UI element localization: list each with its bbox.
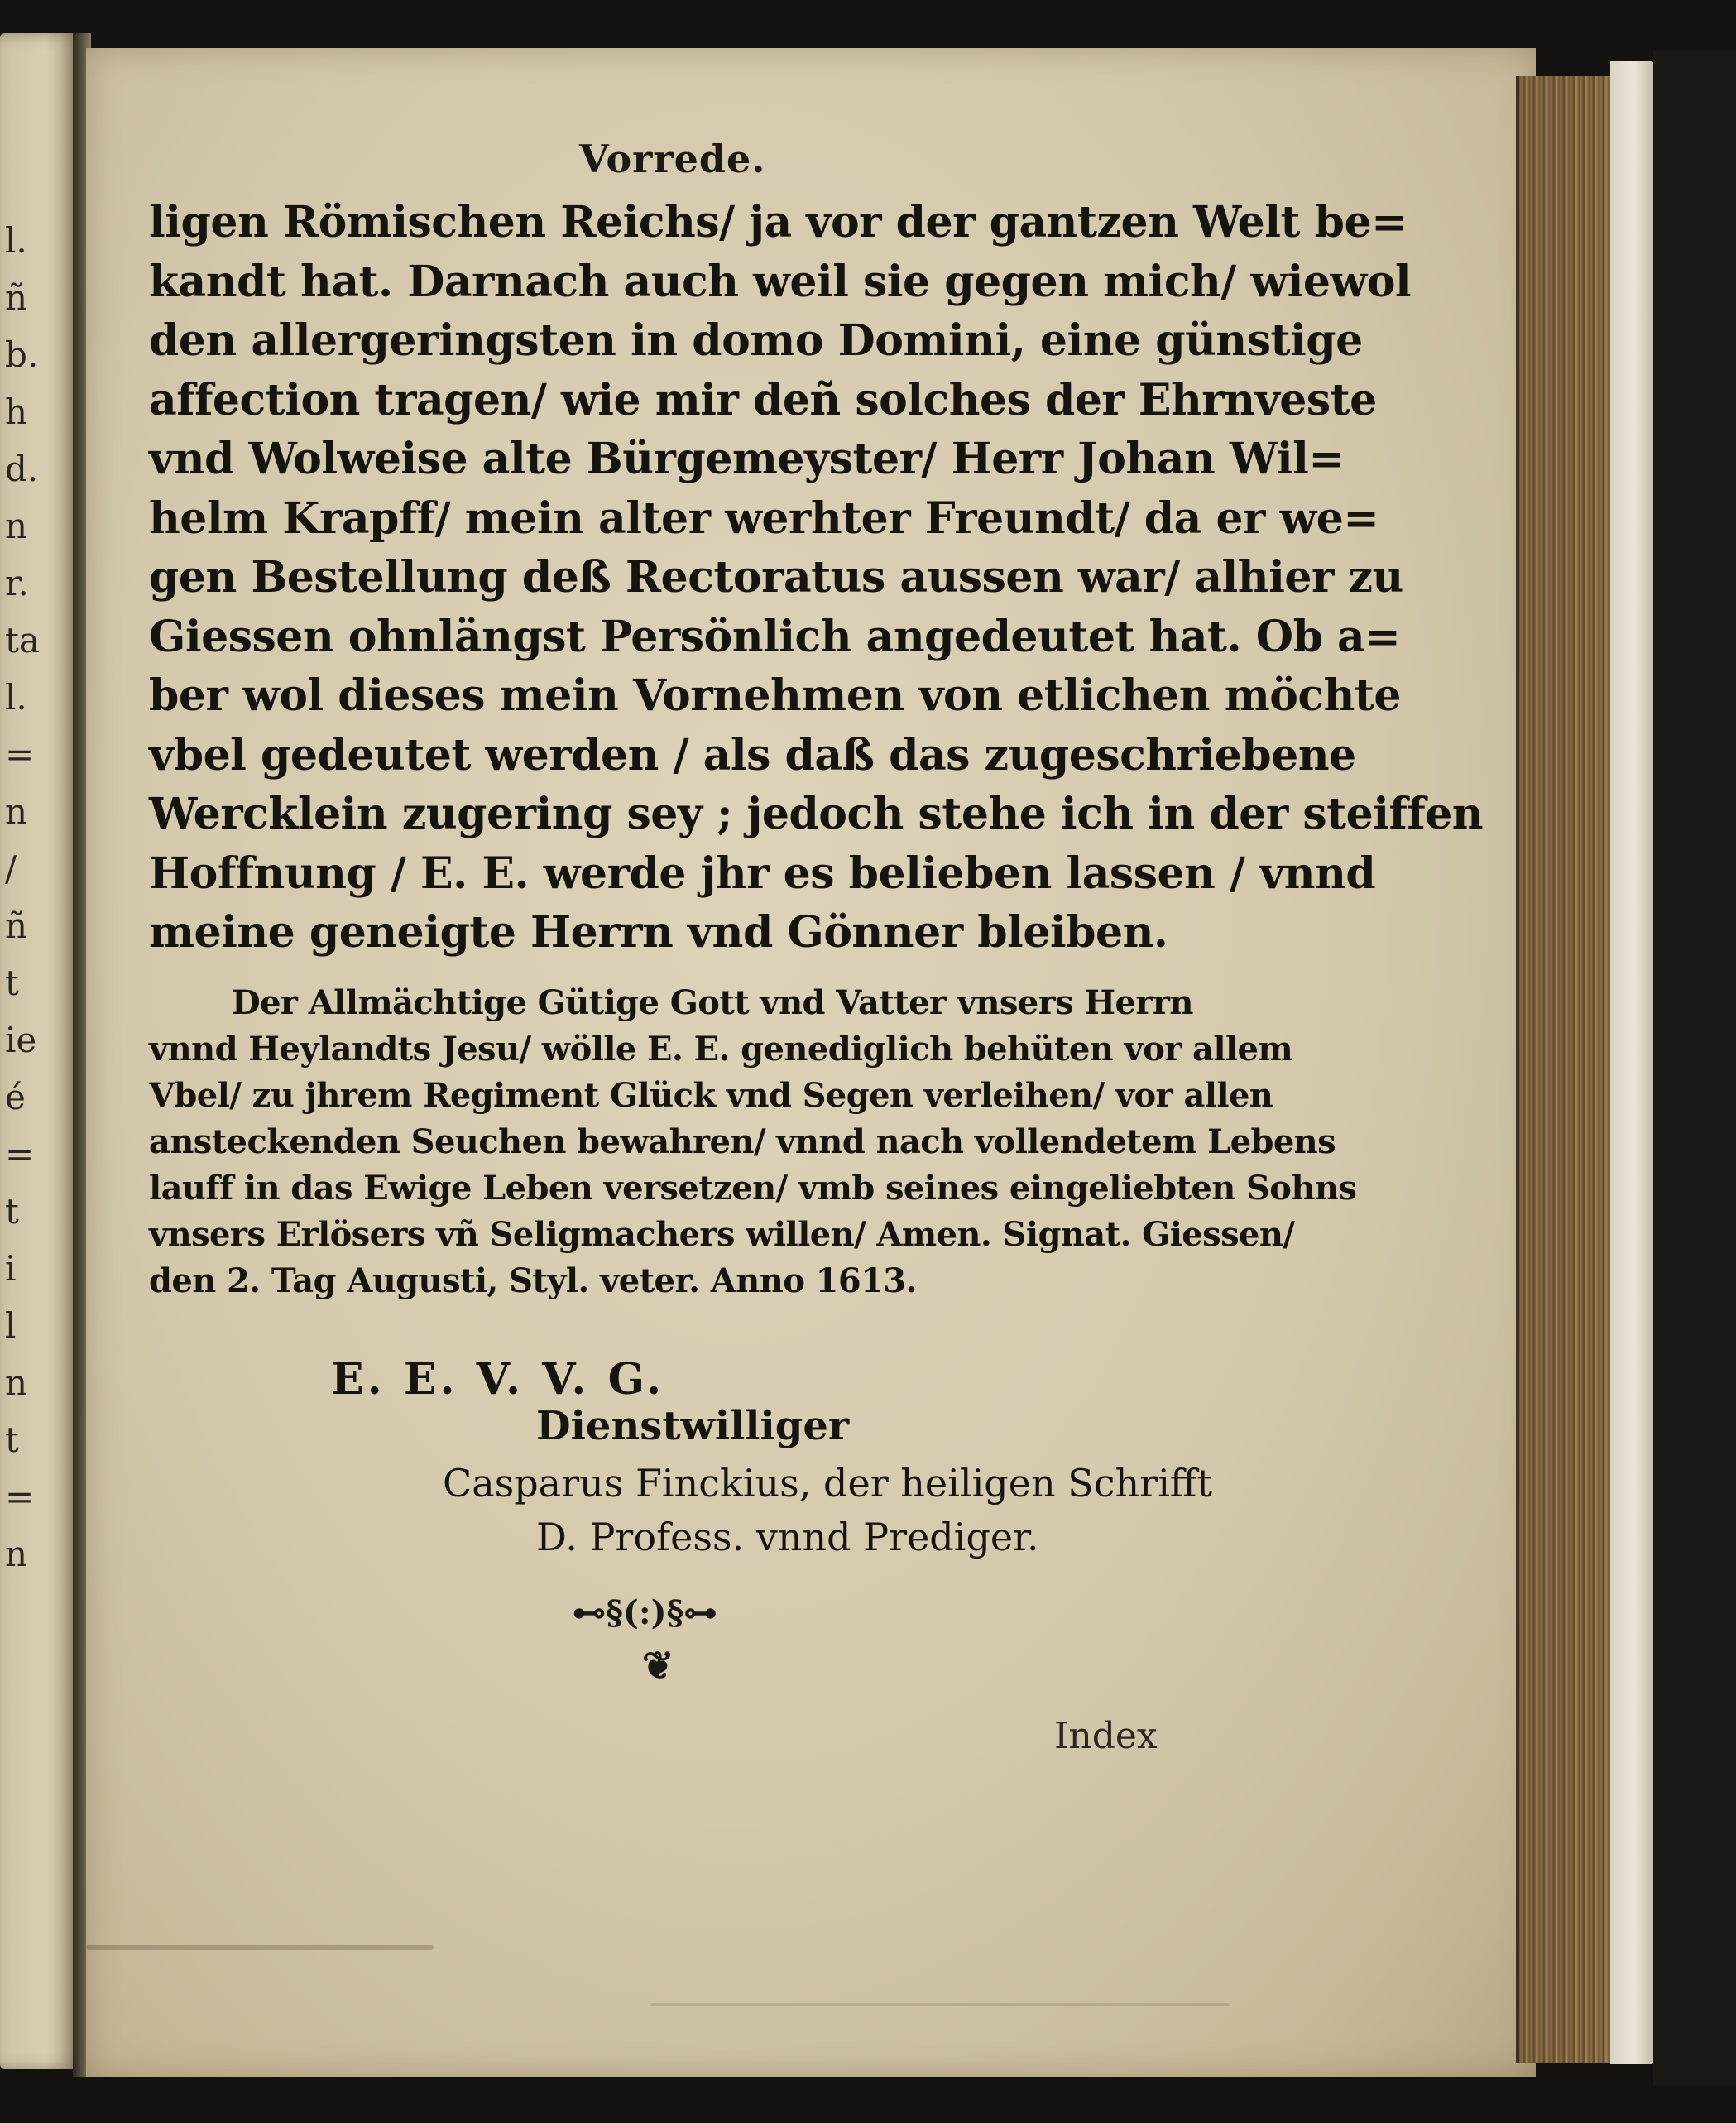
body-line: ber wol dieses mein Vornehmen von etlichen möchte [149, 670, 1401, 721]
body-line: meine geneigte Herrn vnd Gönner bleiben. [149, 907, 1168, 958]
body-line: kandt hat. Darnach auch weil sie gegen mich/ wiewol [149, 256, 1412, 307]
left-page-fragment: h [5, 391, 28, 432]
body-line: Giessen ohnlängst Persönlich angedeutet hat. Ob a= [149, 611, 1401, 662]
prayer-line: den 2. Tag Augusti, Styl. veter. Anno 1613. [149, 1261, 917, 1300]
body-line: vbel gedeutet werden / als daß das zugeschriebene [149, 729, 1356, 781]
left-page-fragment: = [5, 734, 35, 775]
book-fore-edge [1516, 76, 1617, 2063]
left-page-fragment: n [5, 1362, 28, 1403]
left-page-fragment: l. [5, 677, 27, 718]
left-page-fragment: = [5, 1477, 35, 1517]
prayer-line: vnsers Erlösers vñ Seligmachers willen/ Amen. Signat. Giessen/ [149, 1215, 1295, 1254]
book-cover-board [1610, 61, 1657, 2064]
signature-title: D. Profess. vnnd Prediger. [536, 1515, 1039, 1559]
left-page-fragment: n [5, 506, 28, 546]
left-page-fragment: r. [5, 563, 29, 603]
left-page-fragment: n [5, 791, 28, 832]
body-line: vnd Wolweise alte Bürgemeyster/ Herr Johan Wil= [149, 434, 1345, 484]
prayer-line: lauff in das Ewige Leben versetzen/ vmb seines eingeliebten Sohns [149, 1169, 1357, 1208]
running-head: Vorrede. [579, 137, 766, 181]
signature-initials: E. E. V. V. G. [331, 1354, 665, 1405]
prayer-line: ansteckenden Seuchen bewahren/ vnnd nach vollendetem Lebens [149, 1122, 1336, 1161]
body-line: Hoffnung / E. E. werde jhr es belieben lassen / vnnd [149, 848, 1376, 899]
left-page-fragment: é [5, 1077, 26, 1117]
left-page-fragment: t [5, 963, 19, 1003]
ornament-bottom: ❦ [642, 1643, 674, 1688]
prayer-line: Der Allmächtige Gütige Gott vnd Vatter vnsers Herrn [232, 983, 1193, 1022]
catchword: Index [1054, 1715, 1158, 1757]
signature-willing: Dienstwilliger [536, 1403, 850, 1449]
left-page-fragment: b. [5, 334, 39, 375]
background-outer [1653, 50, 1736, 2086]
left-page-fragment: ta [5, 620, 40, 660]
body-line: gen Bestellung deß Rectoratus aussen war/ alhier zu [149, 552, 1403, 603]
left-page-fragment: d. [5, 449, 39, 489]
body-line: ligen Römischen Reichs/ ja vor der gantzen Welt be= [149, 197, 1408, 247]
left-page-fragment: l. [5, 220, 27, 261]
left-page-fragment: / [5, 848, 17, 889]
page-stain-1 [86, 1945, 434, 1950]
left-page-fragment: l [5, 1305, 17, 1346]
body-line: den allergeringsten in domo Domini, eine günstige [149, 315, 1363, 366]
left-page-fragment: t [5, 1191, 19, 1232]
body-line: affection tragen/ wie mir deñ solches der Ehrnveste [149, 374, 1377, 425]
body-line: helm Krapff/ mein alter werhter Freundt/ da er we= [149, 492, 1379, 544]
body-line: Wercklein zugering sey ; jedoch stehe ich in der steiffen [149, 789, 1484, 839]
left-page-fragment: = [5, 1134, 35, 1174]
left-page-fragment: t [5, 1419, 19, 1460]
left-page-fragment: ñ [5, 905, 28, 946]
left-page-fragment: ñ [5, 277, 28, 318]
left-page-fragment: ie [5, 1020, 37, 1060]
left-page-fragment: i [5, 1248, 17, 1289]
prayer-line: vnnd Heylandts Jesu/ wölle E. E. genediglich behüten vor allem [149, 1030, 1293, 1069]
left-page-fragment: n [5, 1534, 28, 1574]
ornament-top: ⊷§(:)§⊶ [573, 1593, 717, 1632]
prayer-line: Vbel/ zu jhrem Regiment Glück vnd Segen verleihen/ vor allen [149, 1076, 1273, 1115]
page-stain-2 [650, 2003, 1230, 2006]
signature-name: Casparus Finckius, der heiligen Schrifft [443, 1461, 1212, 1506]
